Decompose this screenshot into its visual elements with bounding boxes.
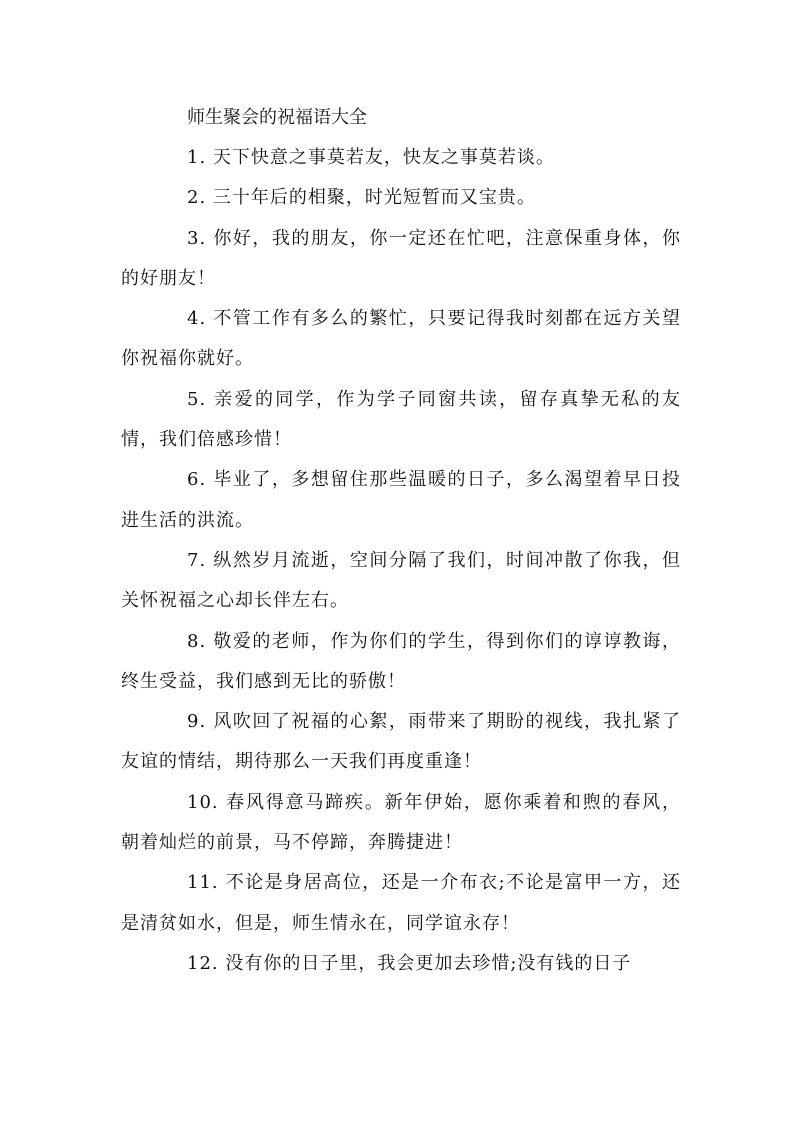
paragraph-2: 2. 三十年后的相聚，时光短暂而又宝贵。 <box>187 187 536 209</box>
paragraph-7: 7. 纵然岁月流逝，空间分隔了我们，时间冲散了你我，但关怀祝福之心却长伴左右。 <box>121 549 681 612</box>
paragraph-12-partial: 12. 没有你的日子里，我会更加去珍惜;没有钱的日子 <box>187 952 632 974</box>
paragraph-8: 8. 敬爱的老师，作为你们的学生，得到你们的谆谆教诲，终生受益，我们感到无比的骄傲！ <box>121 630 681 692</box>
paragraph-11: 11. 不论是身居高位，还是一介布衣;不论是富甲一方，还是清贫如水，但是，师生情永在，同学谊永存！ <box>121 872 681 934</box>
paragraph-10: 10. 春风得意马蹄疾。新年伊始，愿你乘着和煦的春风，朝着灿烂的前景，马不停蹄，奔腾捷进！ <box>121 791 681 854</box>
paragraph-4: 4. 不管工作有多么的繁忙，只要记得我时刻都在远方关望你祝福你就好。 <box>121 308 681 370</box>
document-body <box>121 98 681 984</box>
paragraph-3: 3. 你好，我的朋友，你一定还在忙吧，注意保重身体，你的好朋友！ <box>121 227 681 289</box>
page-title: 师生聚会的祝福语大全 <box>187 107 367 128</box>
paragraph-5: 5. 亲爱的同学，作为学子同窗共读，留存真挚无私的友情，我们倍感珍惜！ <box>121 388 681 451</box>
paragraph-1: 1. 天下快意之事莫若友，快友之事莫若谈。 <box>187 147 555 168</box>
paragraph-9: 9. 风吹回了祝福的心絮，雨带来了期盼的视线，我扎紧了友谊的情结，期待那么一天我们再度重逢！ <box>121 711 681 773</box>
paragraph-6: 6. 毕业了，多想留住那些温暖的日子，多么渴望着早日投进生活的洪流。 <box>121 469 681 531</box>
